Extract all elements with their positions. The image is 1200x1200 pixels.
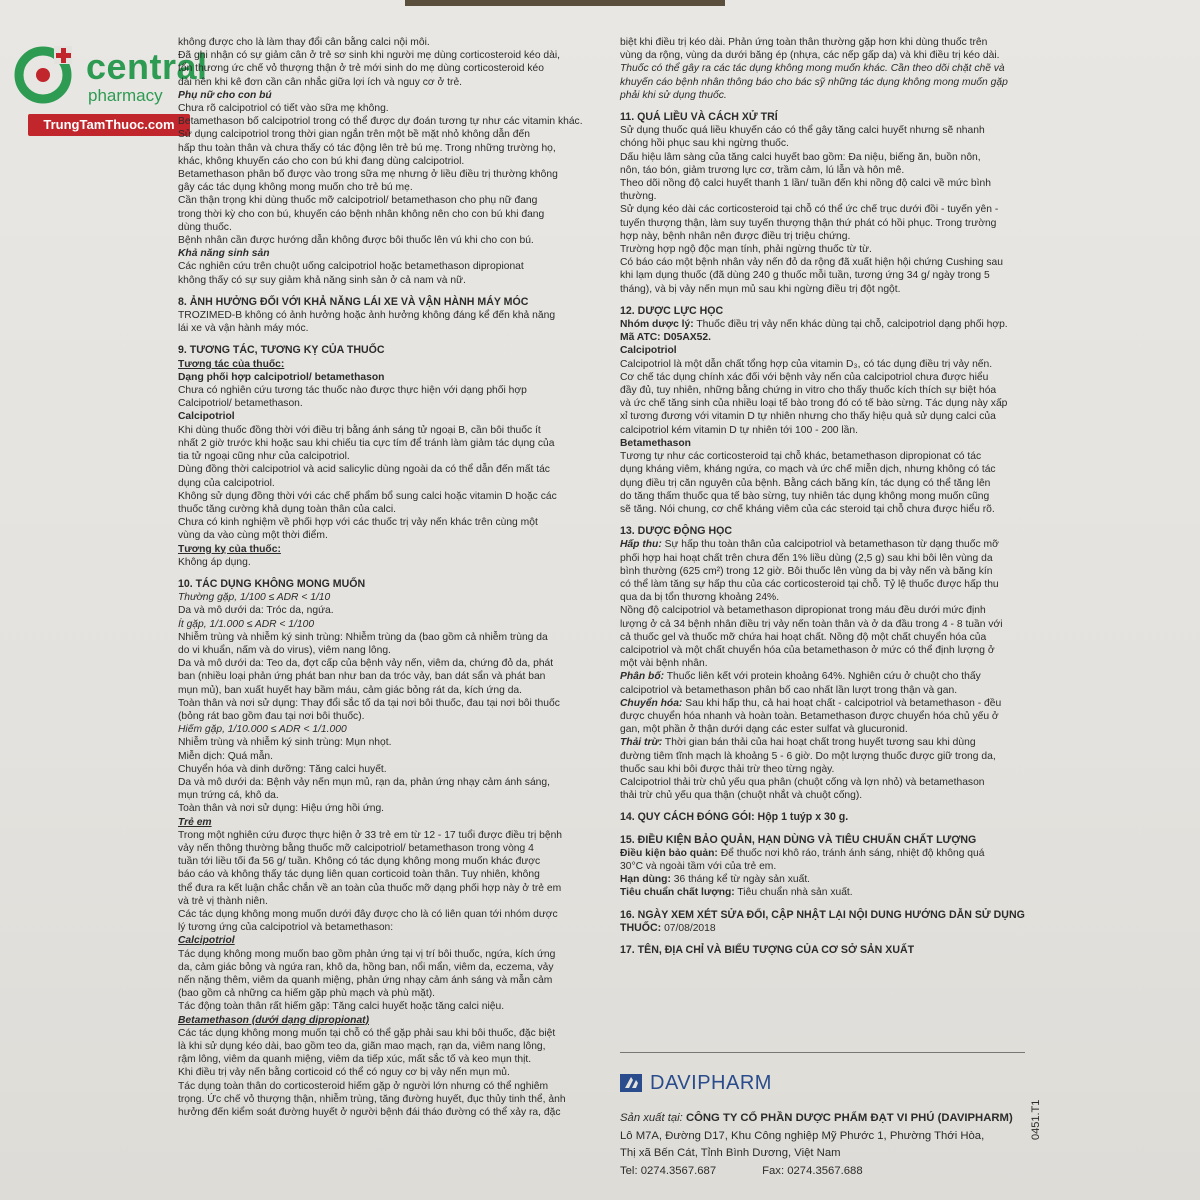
- text-line: Không áp dụng.: [178, 556, 251, 568]
- text-line: Tác dụng toàn thân do corticosteroid hiếm gặp ở người lớn nhưng có thể nghiêm: [178, 1080, 549, 1092]
- text-line: Nhiễm trùng và nhiễm ký sinh trùng: Nhiễm trùng da (bao gồm cả nhiễm trùng da: [178, 631, 548, 643]
- text-line: Sau khi hấp thu, cả hai hoạt chất - calcipotriol và betamethason - đều: [682, 697, 1002, 709]
- section-16-label: THUỐC:: [620, 921, 662, 934]
- text-line: calcipotriol kém vitamin D tự nhiên tới 100 - 200 lần.: [620, 424, 858, 436]
- text-line: báo cáo và không thấy tác dụng liên quan corticoid toàn thân. Tuy nhiên, không: [178, 869, 540, 881]
- text-line: da, cảm giác bỏng và ngứa ran, khô da, hồng ban, nổi mẩn, viêm da, eczema, vảy: [178, 961, 554, 973]
- manufacturer-address-1: Lô M7A, Đường D17, Khu Công nghiệp Mỹ Phước 1, Phường Thới Hòa,: [620, 1129, 985, 1142]
- text-line: Da và mô dưới da: Tróc da, ngứa.: [178, 605, 334, 617]
- text-line: chóng hồi phục sau khi ngừng thuốc.: [620, 138, 789, 150]
- text-line: calcipotriol và betamethason phân bố cao nhất lần lượt trong thận và gan.: [620, 684, 958, 696]
- text-line: Thuốc có thể gây ra các tác dụng không mong muốn khác. Cần theo dõi chặt chẽ và: [620, 63, 1005, 75]
- text-line: Tác động toàn thân rất hiếm gặp: Tăng calci huyết hoặc tăng calci niệu.: [178, 1001, 505, 1013]
- text-line: Betamethason bố calcipotriol trong có thể được dự đoán tương tự như các vitamin khác.: [178, 116, 583, 128]
- text-line: Nồng độ calcipotriol và betamethason dipropionat trong máu đều dưới mức định: [620, 605, 986, 617]
- text-line: Betamethason phân bố được vào trong sữa mẹ nhưng ở liều điều trị thường không: [178, 169, 558, 181]
- text-line: Thời gian bán thải của hai hoạt chất trong huyết tương sau khi dùng: [662, 737, 976, 749]
- text-line: vảy nến thông thường bằng thuốc mỡ calcipotriol/ betamethason trong vòng 4: [178, 842, 534, 854]
- section-15-heading: 15. ĐIỀU KIỆN BẢO QUẢN, HẠN DÙNG VÀ TIÊU CHUẨN CHẤT LƯỢNG: [620, 833, 977, 846]
- text-line: đường tiêm tĩnh mạch là khoảng 5 - 6 giờ. Do một lượng thuốc được giữ trong da,: [620, 750, 996, 762]
- subheading-calcipotriol-adr: Calcipotriol: [178, 935, 235, 947]
- text-line: mụn mủ), ban xuất huyết hay bầm máu, cảm giác bỏng rát da, kích ứng da.: [178, 684, 523, 696]
- section-11-heading: 11. QUÁ LIỀU VÀ CÁCH XỬ TRÍ: [620, 111, 778, 124]
- text-line: là khi sử dụng kéo dài, bao gồm teo da, giãn mao mạch, rạn da, viêm nang lông,: [178, 1041, 546, 1053]
- text-line: Miễn dịch: Quá mẫn.: [178, 750, 274, 762]
- text-line: Toàn thân và nơi sử dụng: Thay đổi sắc tố da tại nơi bôi thuốc, đau tại nơi bôi thuốc: [178, 697, 560, 709]
- text-line: Toàn thân và nơi sử dụng: Hiệu ứng hồi ứng.: [178, 803, 385, 815]
- text-line: Cần thận trọng khi dùng thuốc mỡ calcipotriol/ betamethason cho phụ nữ đang: [178, 195, 538, 207]
- text-line: Da và mô dưới da: Bệnh vảy nến mụn mủ, rạn da, phản ứng nhạy cảm ánh sáng,: [178, 776, 550, 788]
- text-line: nhất 2 giờ trước khi hoặc sau khi chiếu tia cực tím để tránh làm giảm tác dụng của: [178, 437, 555, 449]
- label-metabolism: Chuyển hóa:: [620, 697, 683, 709]
- subheading-calcipotriol: Calcipotriol: [620, 345, 677, 357]
- text-line: thuốc sau khi bôi được thải trừ theo từng ngày.: [620, 763, 835, 775]
- text-line: không được cho là làm thay đổi cân bằng calci nội môi.: [178, 37, 430, 48]
- logo-name: central: [86, 46, 208, 87]
- section-17-heading: 17. TÊN, ĐỊA CHỈ VÀ BIỂU TƯỢNG CỦA CƠ SỞ SẢN XUẤT: [620, 944, 915, 956]
- text-line: nôn, táo bón, giảm trương lực cơ, trầm cảm, lú lẫn và hôn mê.: [620, 164, 905, 176]
- text-line: 36 tháng kể từ ngày sản xuất.: [670, 874, 811, 886]
- text-line: thể đưa ra kết luận chắc chắn về an toàn của thuốc mỡ dạng phối hợp này ở trẻ em: [178, 882, 562, 894]
- section-13-heading: 13. DƯỢC ĐỘNG HỌC: [620, 525, 733, 538]
- text-line: Để thuốc nơi khô ráo, tránh ánh sáng, nhiệt độ không quá: [717, 847, 985, 859]
- text-line: phối hợp hai hoạt chất trên chưa đến 1% liều dùng (2,5 g) sau khi bôi lên vùng da: [620, 552, 993, 564]
- manufacturer-label: Sản xuất tại:: [620, 1112, 683, 1124]
- text-line: ban (nhiều loại phản ứng phát ban như ban da tróc vảy, ban dát sẩn và phát ban: [178, 671, 546, 683]
- text-line: Các tác dụng không mong muốn tại chỗ có thể gặp phải sau khi bôi thuốc, đặc biệt: [178, 1027, 556, 1039]
- text-line: do vi khuẩn, nấm và do virus), viêm nang lông.: [178, 644, 391, 656]
- text-line: (bao gồm cả những ca hiếm gặp phù mạch và phù mặt).: [178, 988, 436, 1000]
- label-shelf-life: Hạn dùng:: [620, 874, 671, 886]
- text-line: một vài bệnh nhân.: [620, 658, 708, 670]
- text-line: và trẻ vị thành niên.: [178, 895, 268, 907]
- text-line: có thể làm tăng sự hấp thu của các corticosteroid tại chỗ. Tỷ lệ thuốc được hấp thu: [620, 578, 999, 590]
- text-line: Chưa có nghiên cứu tương tác thuốc nào được thực hiện với dạng phối hợp: [178, 385, 527, 397]
- text-line: Theo dõi nồng độ calci huyết thanh 1 lần/ tuần đến khi nồng độ calci về mức bình thường.: [620, 178, 991, 203]
- section-16-heading: 16. NGÀY XEM XÉT SỬA ĐỔI, CẬP NHẬT LẠI NỘI DUNG HƯỚNG DẪN SỬ DỤNG: [620, 908, 1025, 921]
- left-column: [178, 36, 586, 1119]
- text-line: thải trừ chủ yếu qua thận (chuột nhắt và chuột cống).: [620, 790, 863, 802]
- text-line: Sử dụng thuốc quá liều khuyến cáo có thể gây tăng calci huyết nhưng sẽ nhanh: [620, 125, 985, 137]
- section-10-heading: 10. TÁC DỤNG KHÔNG MONG MUỐN: [178, 577, 366, 590]
- text-line: khi lạm dụng thuốc (đã dùng 240 g thuốc mỗi tuần, tương ứng 34 g/ ngày trong 5: [620, 270, 990, 282]
- text-line: tuyến thượng thận, làm suy tuyến thượng thận thứ phát có hồi phục. Trong trường: [620, 217, 997, 229]
- text-line: dụng của calcipotriol.: [178, 477, 275, 489]
- logo-sub: pharmacy: [88, 86, 163, 105]
- text-line: Chuyển hóa và dinh dưỡng: Tăng calci huyết.: [178, 763, 387, 775]
- text-line: Các tác dụng không mong muốn dưới đây được cho là có liên quan tới nhóm dược: [178, 909, 558, 920]
- text-line: Trong một nghiên cứu được thực hiện ở 33 trẻ em từ 12 - 17 tuổi được điều trị bệnh: [178, 829, 563, 841]
- subheading-breastfeeding: Phụ nữ cho con bú: [178, 89, 272, 101]
- text-line: Calcipotriol/ betamethason.: [178, 398, 303, 410]
- text-line: Da và mô dưới da: Teo da, đợt cấp của bệnh vảy nến, viêm da, chứng đỏ da, phát: [178, 658, 554, 670]
- subheading-children: Trẻ em: [178, 816, 212, 828]
- text-line: Sự hấp thu toàn thân của calcipotriol và betamethason từ dạng thuốc mỡ: [661, 539, 999, 551]
- text-line: Trường hợp ngộ độc mạn tính, phải ngừng thuốc từ từ.: [620, 244, 872, 256]
- section-9-heading: 9. TƯƠNG TÁC, TƯƠNG KỴ CỦA THUỐC: [178, 344, 385, 357]
- subheading-betamethason-adr: Betamethason (dưới dạng dipropionat): [178, 1014, 370, 1026]
- frequency-uncommon: Ít gặp, 1/1.000 ≤ ADR < 1/100: [178, 618, 315, 630]
- central-pharmacy-logo: [8, 36, 208, 136]
- text-line: Cơ chế tác dụng chính xác đối với bệnh vảy nến của calcipotriol chưa được hiểu: [620, 371, 989, 383]
- text-line: dùng thuốc.: [178, 221, 232, 233]
- text-line: (bỏng rát bao gồm đau tại nơi bôi thuốc).: [178, 710, 365, 722]
- text-line: Thuốc điều trị vảy nến khác dùng tại chỗ, calcipotriol dạng phối hợp.: [693, 319, 1008, 331]
- section-8-heading: 8. ẢNH HƯỞNG ĐỐI VỚI KHẢ NĂNG LÁI XE VÀ VẬN HÀNH MÁY MÓC: [178, 295, 529, 308]
- text-line: Tác dụng không mong muốn bao gồm phản ứng tại vị trí bôi thuốc, ngứa, kích ứng: [178, 948, 556, 960]
- text-line: khuyến cáo bệnh nhân thông báo cho bác sỹ những tác dụng không mong muốn gặp: [620, 76, 1008, 88]
- label-pharmacologic-group: Nhóm dược lý:: [620, 319, 694, 331]
- text-line: thuốc tăng cường khả dụng toàn thân của calci.: [178, 503, 397, 515]
- manufacturer-name: CÔNG TY CỔ PHẦN DƯỢC PHẨM ĐẠT VI PHÚ (DAVIPHARM): [685, 1112, 1013, 1124]
- text-line: dụng kháng viêm, kháng ngứa, co mạch và ức chế miễn dịch, nhưng không có tác: [620, 464, 996, 476]
- text-line: do tăng thấm thuốc qua tế bào sừng, tuy nhiên tác dụng không mong muốn cũng: [620, 490, 990, 502]
- subheading-fertility: Khả năng sinh sản: [178, 248, 270, 260]
- text-line: không thấy có sự suy giảm khả năng sinh sản ở cả nam và nữ.: [178, 274, 466, 286]
- text-line: Sử dụng calcipotriol trong thời gian ngắn trên một bề mặt nhỏ không dẫn đến: [178, 129, 530, 141]
- text-line: dụng điều trị căn nguyên của bệnh. Bằng cách băng kín, tác dụng có thể tăng lên: [620, 477, 991, 489]
- text-line: tuần tới liều tối đa 56 g/ tuần. Không có tác dụng không mong muốn khác được: [178, 856, 541, 868]
- text-line: hưởng đến kiểm soát đường huyết ở người bệnh đái tháo đường có thể xảy ra, đặc: [178, 1107, 561, 1119]
- text-line: rậm lông, viêm da quanh miệng, viêm da tiếp xúc, mất sắc tố và keo mụn thịt.: [178, 1054, 532, 1066]
- manufacturer-fax: Fax: 0274.3567.688: [762, 1164, 863, 1177]
- text-line: hợp này, bệnh nhân nên được điều trị triệu chứng.: [620, 230, 851, 242]
- text-line: vùng da vào cùng một thời điểm.: [178, 530, 328, 542]
- top-edge-bar: [405, 0, 725, 6]
- text-line: Dấu hiệu lâm sàng của tăng calci huyết bao gồm: Đa niệu, biếng ăn, buồn nôn,: [620, 151, 981, 163]
- text-line: gan, một phần ở thận dưới dạng các ester sulfat và glucuronid.: [620, 724, 908, 736]
- text-line: Tiêu chuẩn nhà sản xuất.: [734, 887, 853, 899]
- section-12-heading: 12. DƯỢC LỰC HỌC: [620, 304, 724, 317]
- text-line: biệt khi điều trị kéo dài. Phản ứng toàn thân thường gặp hơn khi dùng thuốc trên: [620, 37, 988, 48]
- text-line: Có báo cáo một bệnh nhân vảy nến đỏ da rộng đã xuất hiện hội chứng Cushing sau: [620, 257, 1004, 269]
- revision-date: 07/08/2018: [661, 922, 716, 934]
- manufacturer-block: [620, 1110, 1040, 1180]
- frequency-rare: Hiếm gặp, 1/10.000 ≤ ADR < 1/1.000: [178, 724, 347, 736]
- text-line: Không sử dụng đồng thời với các chế phẩm bổ sung calci hoặc vitamin D hoặc các: [178, 490, 557, 502]
- subheading-calcipotriol: Calcipotriol: [178, 411, 235, 423]
- text-line: hấp thu toàn thân và chưa thấy có tác động lên trẻ bú mẹ. Trong những trường họ,: [178, 142, 556, 154]
- logo-site-banner: TrungTamThuoc.com: [28, 114, 190, 136]
- central-pharmacy-icon: [12, 42, 74, 104]
- footer-divider: [620, 1052, 1025, 1053]
- text-line: được chuyển hóa nhanh và hoàn toàn. Betamethason được chuyển hóa chủ yếu ở: [620, 710, 999, 722]
- text-line: 30°C và ngoài tầm với của trẻ em.: [620, 860, 777, 872]
- text-line: và ức chế tăng sinh của nhiều loại tế bào trong đó có tế bào sừng. Tác dụng này xấp: [620, 398, 1008, 410]
- label-elimination: Thải trừ:: [620, 737, 663, 749]
- label-distribution: Phân bố:: [620, 671, 665, 683]
- text-line: Nhiễm trùng và nhiễm ký sinh trùng: Mụn nhọt.: [178, 737, 392, 749]
- text-line: dài nên khi kê đơn cần cân nhắc giữa lợi ích và nguy cơ ở trẻ.: [178, 76, 463, 88]
- text-line: Đã ghi nhận có sự giảm cân ở trẻ sơ sinh khi người mẹ dùng corticosteroid kéo dài,: [178, 50, 561, 62]
- text-line: Chưa có kinh nghiệm về phối hợp với các thuốc trị vảy nến khác trên cùng một: [178, 517, 538, 529]
- label-quality-standard: Tiêu chuẩn chất lượng:: [620, 887, 735, 899]
- text-line: Calcipotriol là một dẫn chất tổng hợp của vitamin D₃, có tác dụng điều trị vảy nến.: [620, 358, 993, 370]
- text-line: Calcipotriol thải trừ chủ yếu qua phân (chuột cống và lợn nhỏ) và betamethason: [620, 776, 985, 788]
- text-line: bình thường (625 cm²) trong 12 giờ. Bôi thuốc lên vùng da bị vảy nến và băng kín: [620, 565, 993, 577]
- text-line: Các nghiên cứu trên chuột uống calcipotriol hoặc betamethason dipropionat: [178, 261, 524, 273]
- right-column: [620, 36, 1028, 957]
- text-line: trọng. Ức chế vỏ thượng thận, nhiễm trùng, tăng đường huyết, đục thủy tinh thể, ảnh: [178, 1093, 566, 1105]
- text-line: phải khi sử dụng thuốc.: [620, 89, 727, 101]
- text-line: Dùng đồng thời calcipotriol và acid salicylic dùng ngoài da có thể dẫn đến mất tác: [178, 464, 550, 476]
- text-line: trong thời kỳ cho con bú, khuyến cáo bệnh nhân không nên cho con bú khi đang: [178, 208, 545, 220]
- text-line: mụn trứng cá, khô da.: [178, 790, 279, 802]
- text-line: nến nặng thêm, viêm da quanh miệng, phản ứng nhạy cảm ánh sáng và mẫn cảm: [178, 975, 553, 987]
- text-line: khác, không khuyến cáo cho con bú khi đang dùng calcipotriol.: [178, 155, 465, 167]
- text-line: cả thuốc gel và thuốc mỡ chứa hai hoạt chất. Nồng độ một chất chuyển hóa của: [620, 631, 987, 643]
- text-line: lượng ở cả 34 bệnh nhân điều trị vảy nến toàn thân và ở da đầu trong 4 - 8 tuần với: [620, 618, 1003, 630]
- text-line: Tương tự như các corticosteroid tại chỗ khác, betamethason dipropionat có tác: [620, 451, 982, 463]
- text-line: Chưa rõ calcipotriol có tiết vào sữa mẹ không.: [178, 103, 389, 115]
- text-line: tháng), và bị vảy nến mụn mủ sau khi ngừng điều trị đột ngột.: [620, 283, 901, 295]
- text-line: tổn thương ức chế vỏ thượng thận ở trẻ mới sinh do mẹ dùng corticosteroid kéo: [178, 63, 544, 75]
- document-code: 0451.T1: [1030, 1099, 1042, 1140]
- text-line: tia tử ngoại cũng như của calcipotriol.: [178, 451, 350, 463]
- frequency-common: Thường gặp, 1/100 ≤ ADR < 1/10: [178, 592, 331, 604]
- label-absorption: Hấp thu:: [620, 539, 662, 551]
- subheading-interactions: Tương tác của thuốc:: [178, 358, 285, 370]
- manufacturer-tel: Tel: 0274.3567.687: [620, 1164, 717, 1177]
- text-line: lý tương ứng của calcipotriol và betamethason:: [178, 922, 394, 934]
- davipharm-wordmark: DAVIPHARM: [650, 1072, 772, 1094]
- text-line: gây các tác dụng không mong muốn cho trẻ bú mẹ.: [178, 182, 413, 194]
- text-line: Khi dùng thuốc đồng thời với điều trị bằng ánh sáng tử ngoại B, cần bôi thuốc ít: [178, 424, 541, 436]
- text-line: xỉ tương đương với vitamin D tự nhiên nhưng cho thấy hiệu quả sử dụng calci của: [620, 411, 996, 423]
- subheading-betamethason: Betamethason: [620, 437, 691, 449]
- label-storage: Điều kiện bảo quản:: [620, 847, 718, 859]
- text-line: Khi điều trị vảy nến bằng corticoid có thể có nguy cơ bị vảy nến mụn mủ.: [178, 1067, 510, 1079]
- text-line: Thuốc liên kết với protein khoảng 64%. Nghiên cứu ở chuột cho thấy: [664, 671, 981, 683]
- text-line: vùng da rộng, vùng da dưới băng ép (nhựa, các nếp gấp da) và khi điều trị kéo dài.: [620, 50, 1000, 62]
- atc-code: Mã ATC: D05AX52.: [620, 332, 711, 344]
- text-line: Bệnh nhân cần được hướng dẫn không được bôi thuốc lên vú khi cho con bú.: [178, 235, 534, 247]
- text-line: calcipotriol và một chất chuyển hóa của betamethason ở mức có thể định lượng ở: [620, 644, 995, 656]
- subheading-incompatibility: Tương kỵ của thuốc:: [178, 543, 281, 555]
- text-line: lái xe và vận hành máy móc.: [178, 323, 309, 335]
- text-line: Sử dụng kéo dài các corticosteroid tại chỗ có thể ức chế trục dưới đồi - tuyến yên -: [620, 204, 999, 216]
- section-14-heading: 14. QUY CÁCH ĐÓNG GÓI: Hộp 1 tuýp x 30 g.: [620, 811, 849, 824]
- subheading-combination: Dạng phối hợp calcipotriol/ betamethason: [178, 371, 385, 383]
- davipharm-icon: [620, 1074, 642, 1092]
- manufacturer-address-2: Thị xã Bến Cát, Tỉnh Bình Dương, Việt Nam: [620, 1147, 841, 1159]
- text-line: đầy đủ, tuy nhiên, những bằng chứng in vitro cho thấy thuốc kích thích sự biệt hóa: [620, 385, 997, 397]
- text-line: TROZIMED-B không có ảnh hưởng hoặc ảnh hưởng không đáng kể đến khả năng: [178, 310, 556, 322]
- text-line: qua da bị tổn thương khoảng 24%.: [620, 592, 780, 604]
- text-line: sẽ tăng. Nói chung, cơ chế kháng viêm của các steroid tại chỗ chưa được hiểu rõ.: [620, 503, 995, 515]
